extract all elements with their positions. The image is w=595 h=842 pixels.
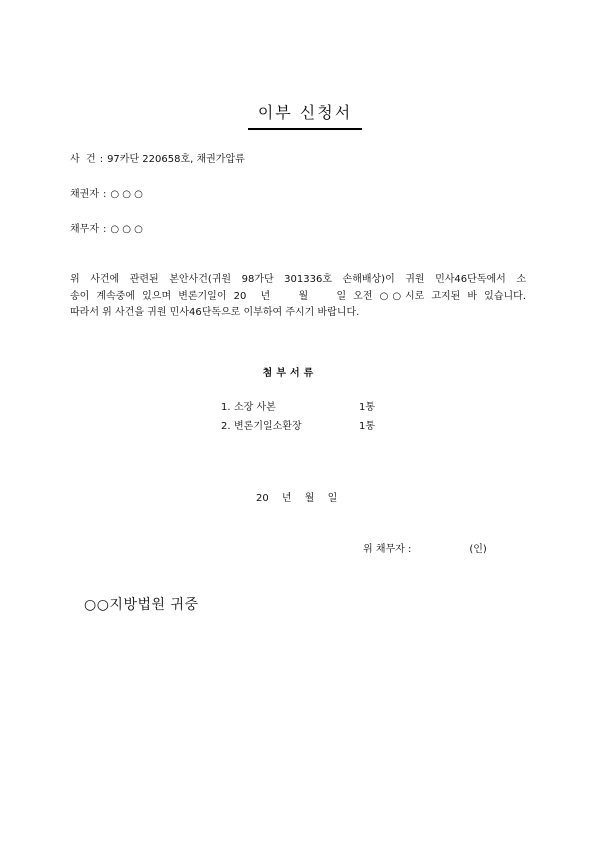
case-separator: : [99,154,104,165]
body-line-1: 위 사건에 관련된 본안사건(귀원 98가단 301336호 손해배상)이 귀원 민사46단독에서 소 [70,274,526,285]
attachment-name: 변론기일소환장 [234,421,302,432]
debtor-label: 채무자 [70,224,99,235]
attachment-number: 1. [221,402,231,413]
court-addressee: ○○지방법원 귀중 [84,597,199,613]
title-underline [248,128,362,130]
debtor-field [70,223,143,237]
attachments-heading: 첨부서류 [262,368,318,379]
creditor-field [70,188,143,202]
case-field [70,153,245,167]
list-item [221,417,381,436]
creditor-label: 채권자 [70,189,99,200]
signature-label: 위 채무자 : [363,544,412,555]
attachment-quantity: 1통 [359,402,376,413]
attachment-number: 2. [221,421,231,432]
body-line-3: 따라서 위 사건을 귀원 민사46단독으로 이부하여 주시기 바랍니다. [70,307,360,318]
creditor-separator: : [102,189,107,200]
debtor-separator: : [102,224,107,235]
case-label: 사 건 [70,154,96,165]
case-value: 97카단 220658호, 채권가압류 [107,154,245,165]
document-title-wrap [248,103,362,123]
debtor-value: ○ ○ ○ [110,224,143,235]
signature-line [363,540,487,555]
seal-mark: (인) [469,544,487,555]
attachment-name: 소장 사본 [234,402,276,413]
attachment-quantity: 1통 [359,421,376,432]
creditor-value: ○ ○ ○ [110,189,143,200]
document-title: 이부 신청서 [257,103,353,122]
list-item [221,398,381,417]
document-date: 20 년 월 일 [256,493,338,504]
body-paragraph [70,272,526,322]
body-line-2: 송이 계속중에 있으며 변론기일이 20 년 월 일 오전 ○○시로 고지된 바 있습니다. [70,290,526,302]
attachments-list [221,398,381,436]
